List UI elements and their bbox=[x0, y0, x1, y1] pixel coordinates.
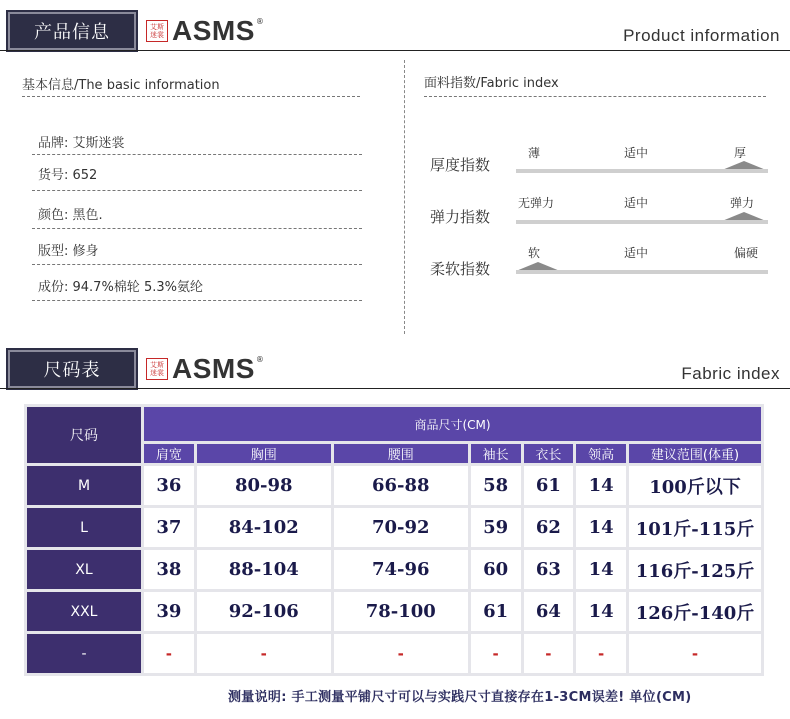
vertical-divider bbox=[404, 60, 405, 334]
fabric-index-title: 面料指数/Fabric index bbox=[424, 76, 559, 91]
softness-tick-stiff: 偏硬 bbox=[734, 246, 759, 260]
elasticity-tick-elastic: 弹力 bbox=[730, 196, 755, 210]
divider bbox=[32, 154, 362, 155]
table-cell: 64 bbox=[524, 592, 574, 631]
divider bbox=[32, 264, 362, 265]
divider bbox=[32, 190, 362, 191]
table-cell: 38 bbox=[144, 550, 194, 589]
table-cell: 66-88 bbox=[334, 466, 468, 505]
header-divider bbox=[0, 388, 790, 389]
table-cell: 14 bbox=[576, 592, 626, 631]
table-cell: - bbox=[629, 634, 761, 673]
table-cell: - bbox=[197, 634, 331, 673]
table-cell: 78-100 bbox=[334, 592, 468, 631]
elasticity-scale bbox=[516, 220, 768, 224]
column-header: 衣长 bbox=[524, 444, 574, 463]
size-label: L bbox=[27, 508, 141, 547]
table-cell: 92-106 bbox=[197, 592, 331, 631]
registered-mark: ® bbox=[255, 355, 264, 364]
column-header: 领高 bbox=[576, 444, 626, 463]
softness-scale bbox=[516, 270, 768, 274]
table-cell: 126斤-140斤 bbox=[629, 592, 761, 631]
table-cell: 74-96 bbox=[334, 550, 468, 589]
brand-logo bbox=[146, 15, 264, 47]
size-label: XXL bbox=[27, 592, 141, 631]
size-column-header: 尺码 bbox=[27, 407, 141, 463]
column-header: 胸围 bbox=[197, 444, 331, 463]
section-title-en: Product information bbox=[623, 26, 780, 45]
softness-label: 柔软指数 bbox=[430, 260, 491, 278]
column-header: 肩宽 bbox=[144, 444, 194, 463]
size-table bbox=[24, 404, 764, 676]
divider bbox=[424, 96, 766, 97]
size-label: - bbox=[27, 634, 141, 673]
table-cell: 59 bbox=[471, 508, 521, 547]
measurements-group-header: 商品尺寸(CM) bbox=[144, 407, 761, 441]
column-header: 建议范围(体重) bbox=[629, 444, 761, 463]
table-cell: - bbox=[471, 634, 521, 673]
info-fit: 版型: 修身 bbox=[38, 244, 99, 259]
brand-seal-icon: 艾斯 迷裳 bbox=[146, 358, 168, 380]
header-divider bbox=[0, 50, 790, 51]
brand-logo bbox=[146, 353, 264, 385]
size-table-body bbox=[27, 466, 761, 673]
section-tab-product-info: 产品信息 bbox=[8, 12, 136, 50]
size-label: M bbox=[27, 466, 141, 505]
size-label: XL bbox=[27, 550, 141, 589]
section-tab-size-chart: 尺码表 bbox=[8, 350, 136, 388]
softness-tick-mid: 适中 bbox=[624, 246, 649, 260]
column-header: 腰围 bbox=[334, 444, 468, 463]
thickness-tick-mid: 适中 bbox=[624, 146, 649, 160]
table-cell: - bbox=[144, 634, 194, 673]
size-chart-header bbox=[0, 346, 790, 392]
divider bbox=[22, 96, 360, 97]
registered-mark: ® bbox=[255, 17, 264, 26]
table-cell: 80-98 bbox=[197, 466, 331, 505]
thickness-tick-thick: 厚 bbox=[734, 146, 747, 160]
product-info-header bbox=[0, 8, 790, 54]
section-title-en: Fabric index bbox=[681, 364, 780, 383]
table-row bbox=[27, 466, 761, 505]
softness-tick-soft: 软 bbox=[528, 246, 541, 260]
table-cell: 37 bbox=[144, 508, 194, 547]
divider bbox=[32, 228, 362, 229]
elasticity-label: 弹力指数 bbox=[430, 208, 491, 226]
table-row bbox=[27, 634, 761, 673]
table-cell: 14 bbox=[576, 508, 626, 547]
table-cell: 84-102 bbox=[197, 508, 331, 547]
table-cell: 61 bbox=[524, 466, 574, 505]
table-cell: 70-92 bbox=[334, 508, 468, 547]
table-cell: 39 bbox=[144, 592, 194, 631]
info-color: 颜色: 黑色. bbox=[38, 208, 103, 223]
table-cell: 36 bbox=[144, 466, 194, 505]
thickness-scale bbox=[516, 169, 768, 173]
table-cell: - bbox=[524, 634, 574, 673]
elasticity-tick-mid: 适中 bbox=[624, 196, 649, 210]
info-item-no: 货号: 652 bbox=[38, 168, 98, 183]
measurement-note: 测量说明: 手工测量平铺尺寸可以与实践尺寸直接存在1-3CM误差! 单位(CM) bbox=[228, 690, 692, 705]
elasticity-tick-none: 无弹力 bbox=[518, 196, 555, 210]
table-cell: 62 bbox=[524, 508, 574, 547]
table-cell: - bbox=[576, 634, 626, 673]
brand-name: ASMS bbox=[172, 353, 255, 384]
table-cell: 88-104 bbox=[197, 550, 331, 589]
table-row bbox=[27, 508, 761, 547]
table-row bbox=[27, 592, 761, 631]
table-cell: 61 bbox=[471, 592, 521, 631]
table-cell: 100斤以下 bbox=[629, 466, 761, 505]
table-cell: 60 bbox=[471, 550, 521, 589]
brand-name: ASMS bbox=[172, 15, 255, 46]
column-header: 袖长 bbox=[471, 444, 521, 463]
table-cell: 63 bbox=[524, 550, 574, 589]
table-cell: 58 bbox=[471, 466, 521, 505]
table-cell: 14 bbox=[576, 550, 626, 589]
info-composition: 成份: 94.7%棉轮 5.3%氨纶 bbox=[38, 280, 203, 295]
divider bbox=[32, 300, 362, 301]
brand-seal-icon: 艾斯 迷裳 bbox=[146, 20, 168, 42]
basic-info-title: 基本信息/The basic information bbox=[22, 78, 220, 93]
table-row bbox=[27, 550, 761, 589]
table-cell: 14 bbox=[576, 466, 626, 505]
info-brand: 品牌: 艾斯迷裳 bbox=[38, 136, 125, 151]
thickness-label: 厚度指数 bbox=[430, 156, 491, 174]
table-cell: 116斤-125斤 bbox=[629, 550, 761, 589]
thickness-tick-thin: 薄 bbox=[528, 146, 541, 160]
table-cell: 101斤-115斤 bbox=[629, 508, 761, 547]
table-cell: - bbox=[334, 634, 468, 673]
